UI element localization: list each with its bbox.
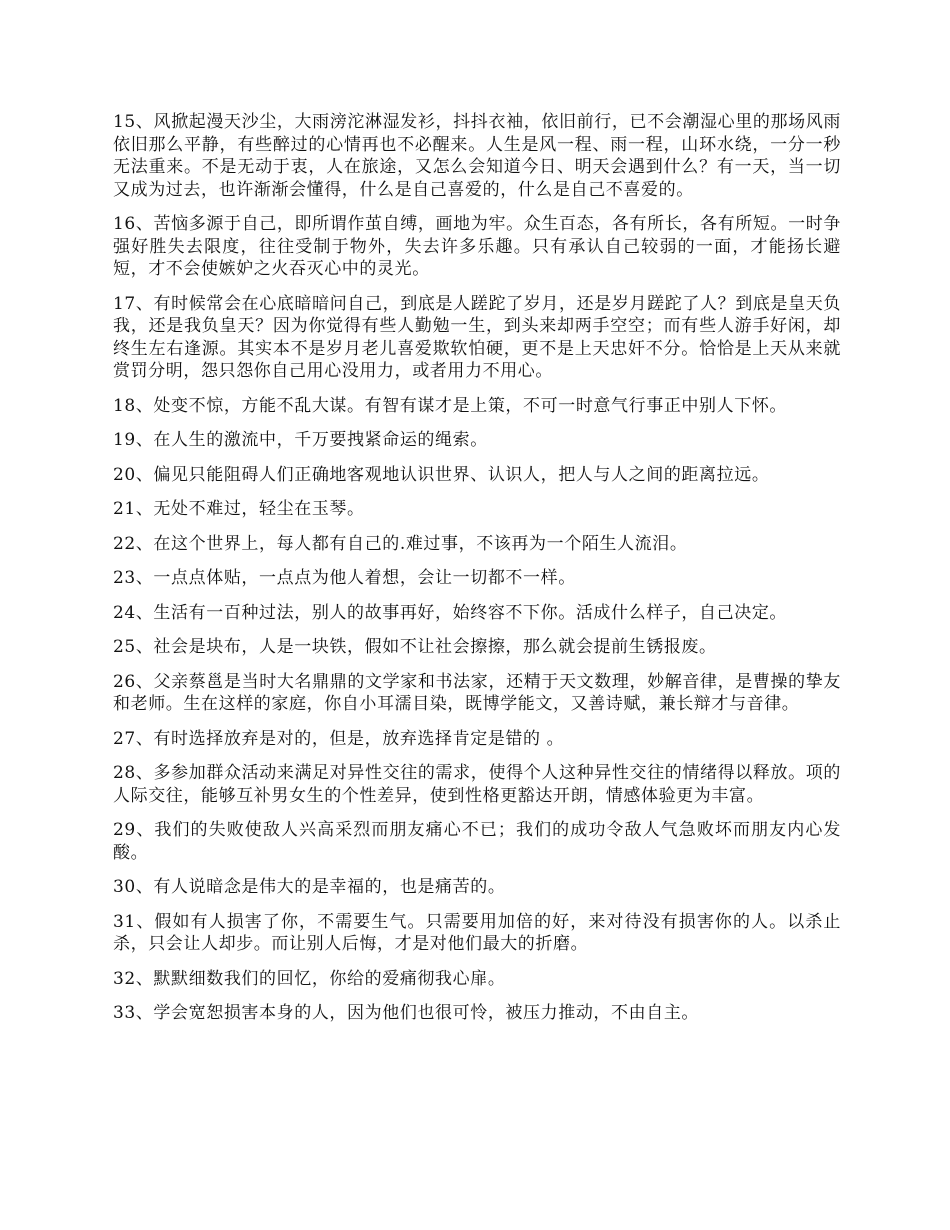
paragraph-33: 33、学会宽恕损害本身的人，因为他们也很可怜，被压力推动，不由自主。 bbox=[113, 1003, 700, 1023]
paragraph-24: 24、生活有一百种过法，别人的故事再好，始终容不下你。活成什么样子，自己决定。 bbox=[113, 602, 788, 623]
paragraph-18: 18、处变不惊，方能不乱大谋。有智有谋才是上策，不可一时意气行事正中别人下怀。 bbox=[113, 395, 788, 416]
paragraph-32: 32、默默细数我们的回忆，你给的爱痛彻我心扉。 bbox=[113, 968, 506, 989]
paragraph-21: 21、无处不难过，轻尘在玉琴。 bbox=[113, 499, 365, 519]
paragraph-15: 15、风掀起漫天沙尘，大雨滂沱淋湿发衫，抖抖衣袖，依旧前行，已不会潮湿心里的那场风雨依旧那么平静，有些醉过的心情再也不必醒来。人生是风一程、雨一程，山环水绕，一分一秒无法重来。不是无动于衷，人在旅途，又怎么会知道今日、明天会遇到什么？有一天，当一切又成为过去，也许渐渐会懂得，什么是自己喜爱的，什么是自己不喜爱的。 bbox=[113, 112, 841, 200]
paragraph-16: 16、苦恼多源于自己，即所谓作茧自缚，画地为牢。众生百态，各有所长，各有所短。一时争强好胜失去限度，往往受制于物外，失去许多乐趣。只有承认自己较弱的一面，才能扬长避短，才不会使嫉妒之火吞灭心中的灵光。 bbox=[113, 214, 841, 279]
paragraph-30: 30、有人说暗念是伟大的是幸福的，也是痛苦的。 bbox=[113, 877, 506, 897]
paragraph-25: 25、社会是块布，人是一块铁，假如不让社会擦擦，那么就会提前生锈报废。 bbox=[113, 637, 717, 657]
paragraph-23: 23、一点点体贴，一点点为他人着想，会让一切都不一样。 bbox=[113, 568, 576, 588]
paragraph-28: 28、多参加群众活动来满足对异性交往的需求，使得个人这种异性交往的情绪得以释放。项的人际交往，能够互补男女生的个性差异，使到性格更豁达开朗，情感体验更为丰富。 bbox=[113, 763, 841, 806]
paragraph-29: 29、我们的失败使敌人兴高采烈而朋友痛心不已；我们的成功令敌人气急败坏而朋友内心发酸。 bbox=[113, 820, 841, 863]
paragraph-27: 27、有时选择放弃是对的，但是，放弃选择肯定是错的 。 bbox=[113, 728, 565, 749]
paragraph-19: 19、在人生的激流中，千万要拽紧命运的绳索。 bbox=[113, 430, 488, 450]
document-body bbox=[113, 111, 841, 1037]
paragraph-26: 26、父亲蔡邕是当时大名鼎鼎的文学家和书法家，还精于天文数理，妙解音律，是曹操的挚友和老师。生在这样的家庭，你自小耳濡目染，既博学能文，又善诗赋，兼长辩才与音律。 bbox=[113, 671, 841, 714]
paragraph-22: 22、在这个世界上，每人都有自己的.难过事，不该再为一个陌生人流泪。 bbox=[113, 533, 688, 554]
paragraph-20: 20、偏见只能阻碍人们正确地客观地认识世界、认识人，把人与人之间的距离拉远。 bbox=[113, 464, 770, 485]
paragraph-31: 31、假如有人损害了你，不需要生气。只需要用加倍的好，来对待没有损害你的人。以杀止杀，只会让人却步。而让别人后悔，才是对他们最大的折磨。 bbox=[113, 911, 841, 954]
paragraph-17: 17、有时候常会在心底暗暗问自己，到底是人蹉跎了岁月，还是岁月蹉跎了人？到底是皇天负我，还是我负皇天？因为你觉得有些人勤勉一生，到头来却两手空空；而有些人游手好闲，却终生左右逢源。其实本不是岁月老儿喜爱欺软怕硬，更不是上天忠奸不分。恰恰是上天从来就赏罚分明，怨只怨你自己用心没用力，或者用力不用心。 bbox=[113, 293, 841, 381]
